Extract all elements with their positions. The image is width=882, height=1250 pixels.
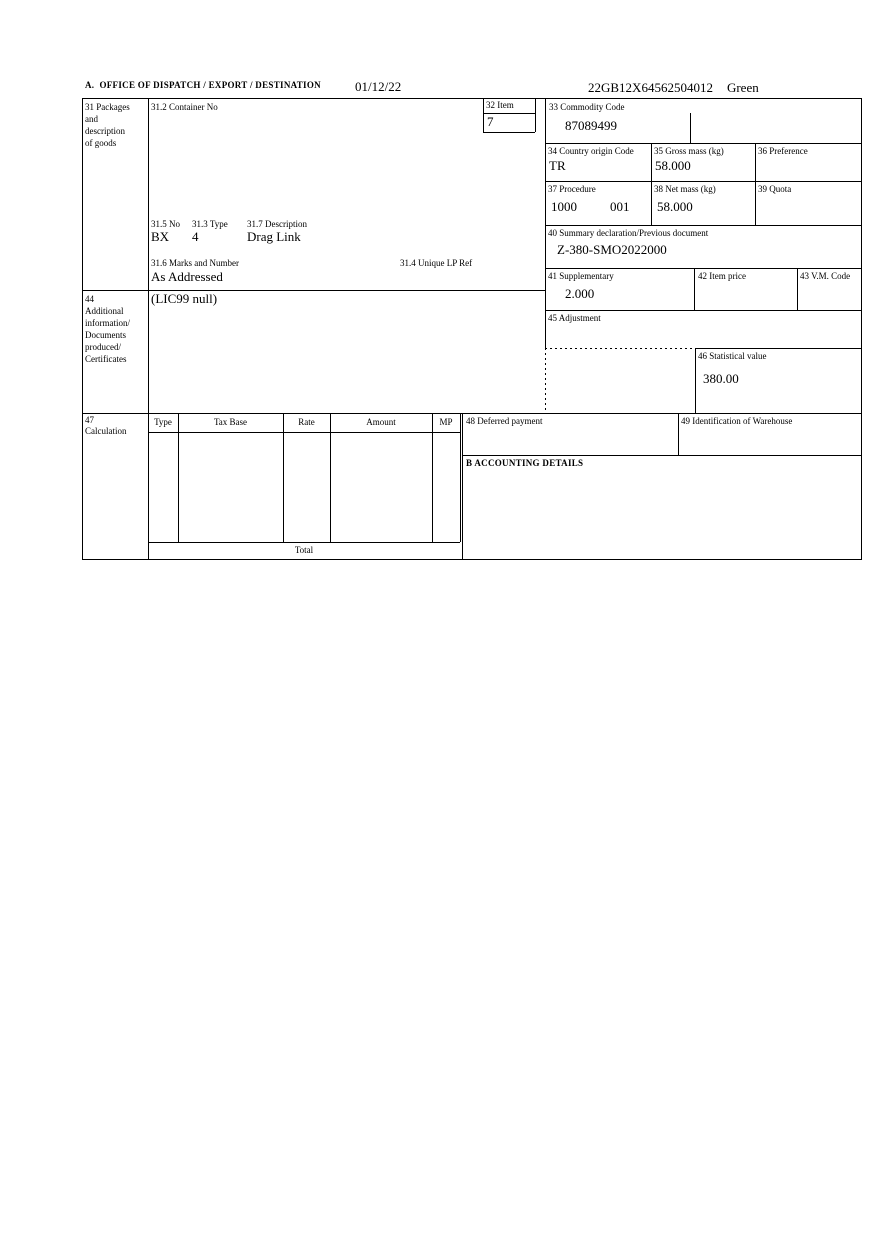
dotted-divider (545, 348, 695, 349)
item-number-value: 7 (487, 114, 494, 129)
divider (545, 268, 862, 269)
column-header-mp: MP (439, 417, 453, 427)
column-header-rate: Rate (298, 417, 315, 427)
label-line: information/ (85, 318, 130, 328)
packages-no-label: 31.5 No (151, 219, 180, 229)
label-line: description (85, 126, 125, 136)
label-line: Certificates (85, 354, 127, 364)
box31-label (85, 101, 130, 149)
divider (695, 348, 862, 349)
divider (148, 98, 149, 560)
supplementary-units-value: 2.000 (565, 286, 595, 301)
additional-information-value: (LIC99 null) (151, 291, 218, 306)
warehouse-identification-label: 49 Identification of Warehouse (681, 416, 793, 426)
declaration-reference: 22GB12X64562504012 (588, 80, 713, 95)
packages-type-value: 4 (192, 229, 199, 244)
column-header-amount: Amount (366, 417, 396, 427)
divider (695, 348, 696, 413)
label-line: produced/ (85, 342, 121, 352)
column-header-tax-base: Tax Base (213, 417, 248, 427)
divider (82, 98, 83, 560)
label-line: and (85, 114, 98, 124)
preference-label: 36 Preference (758, 146, 808, 156)
item-price-label: 42 Item price (698, 271, 746, 281)
gross-mass-value: 58.000 (655, 158, 691, 173)
goods-description-label: 31.7 Description (247, 219, 307, 229)
label-line: 44 (85, 294, 94, 304)
commodity-code-label: 33 Commodity Code (549, 102, 625, 112)
divider (462, 413, 463, 560)
statistical-value-label: 46 Statistical value (698, 351, 767, 361)
divider (82, 559, 862, 560)
marks-number-label: 31.6 Marks and Number (151, 258, 239, 268)
marks-number-value: As Addressed (151, 269, 223, 284)
adjustment-label: 45 Adjustment (548, 313, 601, 323)
declaration-date: 01/12/22 (355, 79, 402, 94)
divider (797, 268, 798, 310)
dotted-divider (545, 348, 546, 413)
previous-document-value: Z-380-SMO2022000 (557, 242, 667, 257)
box44-label (85, 293, 130, 365)
divider (460, 413, 461, 542)
packages-no-value: BX (151, 229, 170, 244)
statistical-value: 380.00 (703, 371, 739, 386)
item-label: 32 Item (486, 100, 514, 110)
quota-label: 39 Quota (758, 184, 792, 194)
divider (535, 98, 536, 132)
divider (82, 413, 862, 414)
vm-code-label: 43 V.M. Code (800, 271, 851, 281)
container-no-label: 31.2 Container No (151, 102, 218, 112)
total-label: Total (294, 545, 314, 555)
divider (483, 98, 484, 132)
divider (755, 181, 756, 225)
divider (545, 310, 862, 311)
label-line: 47 (85, 415, 94, 425)
divider (545, 143, 862, 144)
deferred-payment-label: 48 Deferred payment (466, 416, 543, 426)
divider (651, 181, 652, 225)
commodity-code-value: 87089499 (565, 118, 617, 133)
label-line: Calculation (85, 426, 127, 436)
procedure-code-value: 1000 (551, 199, 577, 214)
label-line: 31 Packages (85, 102, 130, 112)
divider (651, 143, 652, 181)
divider (545, 225, 862, 226)
procedure-label: 37 Procedure (548, 184, 596, 194)
label-line: Documents (85, 330, 126, 340)
accounting-details-label: B ACCOUNTING DETAILS (466, 458, 584, 468)
procedure-subcode-value: 001 (610, 199, 630, 214)
routing-status: Green (726, 80, 759, 95)
divider (462, 455, 862, 456)
divider (148, 432, 460, 433)
divider (755, 143, 756, 181)
label-line: of goods (85, 138, 117, 148)
divider (694, 268, 695, 310)
office-of-dispatch-label: A. OFFICE OF DISPATCH / EXPORT / DESTINATION (85, 80, 321, 90)
country-origin-label: 34 Country origin Code (548, 146, 634, 156)
divider (148, 542, 460, 543)
net-mass-label: 38 Net mass (kg) (654, 184, 716, 194)
label-line: Additional (85, 306, 124, 316)
column-header-type: Type (154, 417, 172, 427)
packages-type-label: 31.3 Type (192, 219, 228, 229)
divider (483, 132, 535, 133)
goods-description-value: Drag Link (247, 229, 301, 244)
supplementary-units-label: 41 Supplementary (548, 271, 614, 281)
divider (690, 113, 691, 143)
divider (861, 98, 862, 560)
summary-declaration-label: 40 Summary declaration/Previous document (548, 228, 709, 238)
reference-row (588, 80, 759, 95)
country-origin-value: TR (549, 158, 566, 173)
box47-label (85, 415, 127, 437)
divider (545, 181, 862, 182)
divider (678, 413, 679, 455)
divider (82, 98, 862, 99)
unique-lp-ref-label: 31.4 Unique LP Ref (400, 258, 473, 268)
gross-mass-label: 35 Gross mass (kg) (654, 146, 724, 156)
net-mass-value: 58.000 (657, 199, 693, 214)
